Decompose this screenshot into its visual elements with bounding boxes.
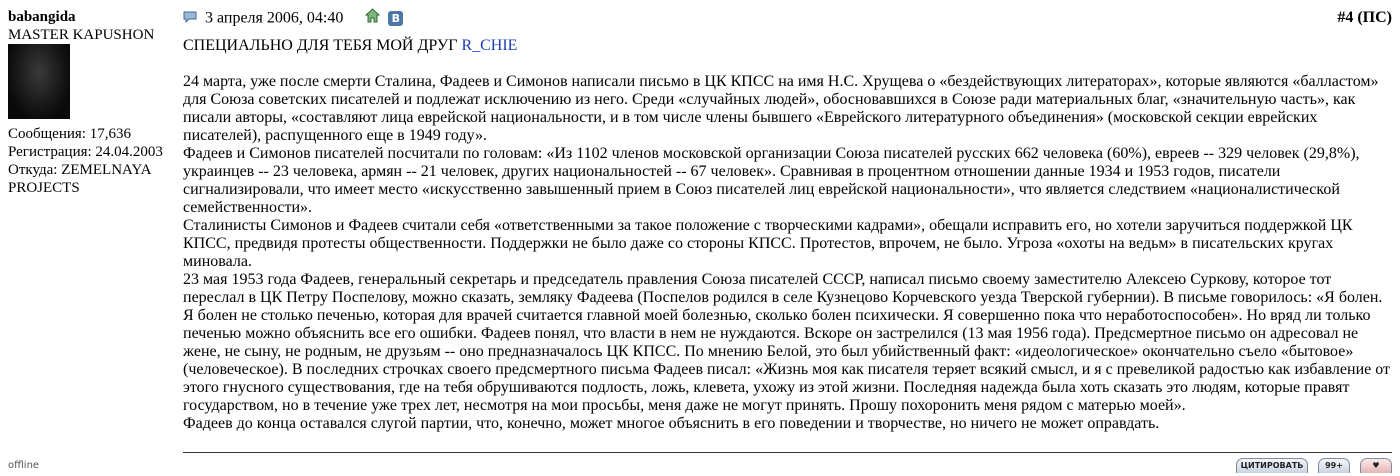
user-rank: MASTER KAPUSHON <box>8 27 155 43</box>
post-message <box>183 37 1392 433</box>
user-mention-link[interactable]: R_CHIE <box>461 37 518 54</box>
post-paragraph: Фадеев до конца оставался слугой партии, что, конечно, может многое объяснить в его поведении и творчестве, но ничего не может оправдать. <box>183 415 1160 432</box>
thanks-button[interactable]: ♥ <box>1360 458 1392 473</box>
quote-button[interactable]: ЦИТИРОВАТЬ <box>1236 458 1308 473</box>
user-info-column <box>8 8 180 197</box>
avatar[interactable] <box>8 44 70 119</box>
username-link[interactable]: babangida <box>8 9 76 25</box>
user-stat-location: Откуда: ZEMELNAYA PROJECTS <box>8 162 151 196</box>
post-header <box>183 8 1392 28</box>
vk-icon[interactable]: B <box>388 11 403 26</box>
online-status: offline <box>8 460 40 471</box>
post-divider <box>183 452 1392 453</box>
post-paragraph: Сталинисты Симонов и Фадеев считали себя «ответственными за такое положение с творческими кадрами», обещали исправить его, но хотели заручиться поддержкой ЦК КПСС, предвидя протесты общественности. Поддержки не было даже со стороны КПСС. Протестов, впрочем, не было. Угроза «охоты на ведьм» в писательских кругах миновала. <box>183 217 1353 270</box>
post-paragraph: 23 мая 1953 года Фадеев, генеральный секретарь и председатель правления Союза писателей СССР, написал письмо своему заместителю Алексею Суркову, которое тот переслал в ЦК Петру Поспелову, можно сказать, земляку Фадеева (Поспелов родился в селе Кузнецово Корчевского уезда Тверской губернии). В письме говорилось: «Я болен. Я болен не столько печенью, которая для врачей считается главной моей болезнью, сколько болен психически. Я совершенно пока что неработоспособен». Но вряд ли только печенью можно объяснить все его ошибки. Фадеев понял, что власти в нем не нуждаются. Вскоре он застрелился (13 мая 1956 года). Предсмертное письмо он адресовал не жене, не сыну, не родным, не друзьям -- оно предназначалось ЦК КПСС. По мнению Белой, это был убийственный факт: «идеологическое» окончательно съело «бытовое» (человеческое). В последних строчках своего предсмертного письма Фадеев писал: «Жизнь моя как писателя теряет всякий смысл, и я с превеликой радостью как избавление от этого гнусного существования, где на тебя обрушиваются подлость, ложь, клевета, ухожу из этой жизни. Последняя надежда была хоть сказать это людям, которые правят государством, но в течение уже трех лет, несмотря на мои просьбы, меня даже не могут принять. Прошу похоронить меня рядом с матерью моей». <box>183 271 1391 414</box>
multiquote-button[interactable]: 99+ <box>1318 458 1350 473</box>
post-actions <box>1230 458 1392 472</box>
user-stat-registered: Регистрация: 24.04.2003 <box>8 144 163 160</box>
post-paragraph: 24 марта, уже после смерти Сталина, Фадеев и Симонов написали письмо в ЦК КПСС на имя Н.С. Хрущева о «бездействующих литераторах», которые являются «балластом» для Союза советских писателей и подлежат исключению из него. Среди «случайных людей», обосновавшихся в Союзе ради материальных благ, «значительную часть», как писали авторы, «составляют лица еврейской национальности, и в том числе члены бывшего «Еврейского литературного объединения» (московской секции еврейских писателей), распущенного еще в 1949 году». <box>183 73 1379 144</box>
post-number: #4 (ПС) <box>1337 9 1392 26</box>
post-number-link[interactable]: #4 <box>1337 9 1354 26</box>
speech-bubble-icon <box>183 9 197 29</box>
post-number-suffix: ПС <box>1362 9 1387 26</box>
home-icon[interactable] <box>365 8 380 29</box>
post-body-column <box>183 8 1392 433</box>
post-title-text: СПЕЦИАЛЬНО ДЛЯ ТЕБЯ МОЙ ДРУГ <box>183 37 462 54</box>
user-stat-posts: Сообщения: 17,636 <box>8 126 131 142</box>
post-date: 3 апреля 2006, 04:40 <box>205 9 344 27</box>
post-title <box>183 37 1392 55</box>
post-paragraph: Фадеев и Симонов писателей посчитали по головам: «Из 1102 членов московской организации Союза писателей русских 662 человека (60%), евреев -- 329 человек (29,8%), украинцев -- 23 человека, армян -- 21 человек, других национальностей -- 67 человек». Сравнивая в процентном отношении данные 1934 и 1953 годов, писатели сигнализировали, что имеет место «искусственно завышенный прием в Союз писателей лиц еврейской национальности», что является следствием «националистической семейственности». <box>183 145 1360 216</box>
